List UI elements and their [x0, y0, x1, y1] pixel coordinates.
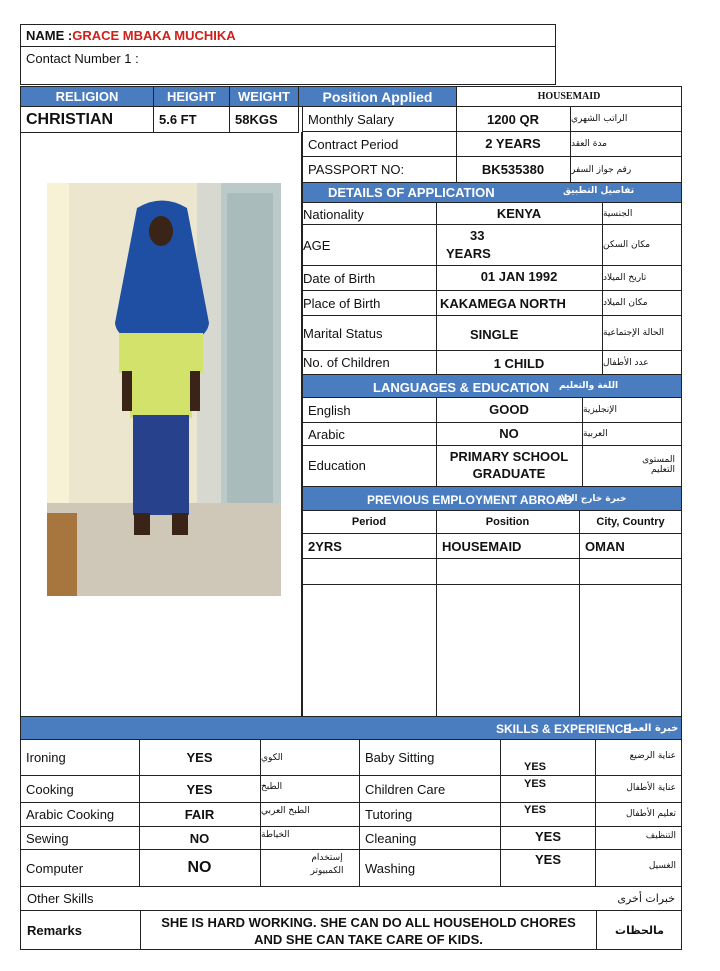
skill-babysitting-ar: عناية الرضيع — [629, 751, 676, 761]
skill-tutoring-ar: تعليم الأطفال — [625, 809, 676, 819]
employment-title: PREVIOUS EMPLOYMENT ABROAD — [367, 493, 573, 507]
english-ar: الإنجليزية — [583, 405, 617, 415]
employment-header — [302, 486, 682, 511]
height-header: HEIGHT — [153, 86, 230, 107]
age-label: AGE — [303, 237, 331, 253]
religion-value: CHRISTIAN — [20, 106, 154, 133]
nationality-ar: الجنسية — [603, 208, 633, 219]
skills-header — [20, 716, 682, 740]
emp-period-header: Period — [351, 516, 387, 528]
contact-label: Contact Number 1 : — [26, 50, 139, 66]
contract-period-label: Contract Period — [308, 136, 399, 152]
details-title-ar: تفاصيل التطبيق — [563, 186, 635, 196]
marital-label: Marital Status — [303, 325, 383, 341]
position-applied-header: Position Applied — [298, 86, 457, 107]
arabic-ar: العربية — [583, 429, 608, 439]
languages-table — [302, 397, 682, 486]
skills-title: SKILLS & EXPERIENCE — [496, 722, 632, 736]
skills-table — [20, 739, 682, 886]
skill-sewing-ar: الخياطة — [261, 830, 290, 840]
skill-babysitting-value: YES — [524, 761, 547, 773]
weight-value: 58KGS — [229, 106, 299, 133]
nationality-label: Nationality — [303, 206, 364, 222]
contract-section — [302, 106, 682, 182]
pob-value: KAKAMEGA NORTH — [440, 295, 566, 311]
application-table — [302, 202, 682, 374]
employment-title-ar: خبرة خارج البلاد — [556, 494, 627, 504]
english-value: GOOD — [489, 401, 529, 417]
details-title: DETAILS OF APPLICATION — [328, 185, 495, 200]
remarks-text — [141, 914, 596, 948]
skill-cleaning-value: YES — [534, 829, 561, 844]
languages-header — [302, 374, 682, 398]
contact-row — [20, 46, 556, 85]
details-header — [302, 182, 682, 203]
skill-tutoring-label: Tutoring — [365, 807, 413, 822]
education-value-line2: GRADUATE — [472, 466, 546, 481]
age-value: 33 — [470, 228, 485, 243]
arabic-label: Arabic — [308, 426, 345, 442]
skill-cooking-value: YES — [186, 781, 213, 797]
dob-ar: تاريخ الميلاد — [603, 273, 647, 283]
skill-cooking-ar: الطبخ — [261, 782, 283, 792]
skills-title-ar: خبرة العمل — [623, 723, 679, 734]
children-value: 1 CHILD — [493, 355, 545, 371]
skill-childcare-value: YES — [524, 778, 547, 790]
employment-table — [302, 510, 682, 716]
skill-computer-ar: إستخدام الكمبيوتر — [310, 853, 344, 876]
skill-sewing-value: NO — [189, 830, 210, 846]
weight-header: WEIGHT — [229, 86, 299, 107]
nationality-value: KENYA — [496, 205, 542, 221]
skill-computer-value: NO — [187, 859, 212, 876]
skill-childcare-label: Children Care — [365, 781, 446, 797]
education-ar: المستوى التعليم — [642, 455, 675, 475]
emp-place-value: OMAN — [585, 538, 625, 554]
contract-period-value: 2 YEARS — [485, 135, 541, 151]
name-label: NAME : — [26, 28, 73, 43]
languages-title-ar: اللغة والتعليم — [559, 381, 619, 391]
emp-position-header: Position — [485, 516, 530, 528]
applicant-photo — [47, 183, 281, 596]
age-unit: YEARS — [446, 246, 491, 261]
education-label: Education — [308, 457, 366, 473]
languages-title: LANGUAGES & EDUCATION — [373, 380, 549, 395]
education-value — [437, 448, 581, 484]
age-ar: مكان السكن — [603, 240, 651, 250]
monthly-salary-value: 1200 QR — [486, 111, 540, 127]
pob-label: Place of Birth — [303, 295, 381, 311]
remarks-label: Remarks — [27, 922, 82, 938]
skill-sewing-label: Sewing — [26, 830, 69, 846]
skill-tutoring-value: YES — [524, 804, 547, 816]
pob-ar: مكان الميلاد — [603, 298, 648, 308]
dob-value: 01 JAN 1992 — [480, 268, 558, 284]
marital-ar: الحالة الإجتماعية — [603, 328, 664, 338]
passport-label: PASSPORT NO: — [308, 162, 405, 177]
monthly-salary-ar: الراتب الشهري — [571, 114, 628, 124]
children-label: No. of Children — [303, 355, 390, 370]
emp-place-header: City, Country — [596, 516, 665, 528]
skill-arabic-cooking-value: FAIR — [184, 807, 215, 822]
skill-cooking-label: Cooking — [26, 781, 74, 797]
passport-value: BK535380 — [481, 162, 545, 177]
marital-value: SINGLE — [470, 326, 519, 342]
remarks-line1: SHE IS HARD WORKING. SHE CAN DO ALL HOUSEHOLD CHORES — [161, 915, 576, 930]
skill-washing-label: Washing — [365, 860, 416, 876]
arabic-value: NO — [499, 425, 519, 441]
passport-ar: رقم جواز السفر — [571, 164, 632, 175]
name-value: GRACE MBAKA MUCHIKA — [72, 28, 236, 43]
skill-ironing-label: Ironing — [26, 750, 66, 765]
skill-washing-value: YES — [534, 851, 561, 867]
applicant-figure — [47, 183, 281, 596]
remarks-ar: مالحظات — [615, 923, 664, 937]
skill-washing-ar: الغسيل — [648, 861, 676, 871]
english-label: English — [308, 402, 351, 418]
emp-period-value: 2YRS — [308, 538, 342, 554]
skill-ironing-value: YES — [186, 750, 213, 765]
skill-computer-label: Computer — [26, 860, 84, 876]
dob-label: Date of Birth — [303, 270, 376, 286]
remarks-row — [20, 910, 682, 950]
position-applied-value: HOUSEMAID — [456, 86, 682, 107]
education-value-line1: PRIMARY SCHOOL — [449, 449, 569, 464]
skill-ironing-ar: الكوي — [261, 752, 283, 763]
remarks-line2: AND SHE CAN TAKE CARE OF KIDS. — [254, 932, 483, 947]
other-skills-ar: خبرات أخرى — [617, 892, 675, 905]
skill-babysitting-label: Baby Sitting — [365, 750, 435, 765]
name-row — [20, 24, 556, 47]
skill-arabic-cooking-label: Arabic Cooking — [26, 807, 115, 822]
skill-cleaning-ar: التنظيف — [645, 831, 676, 841]
skill-cleaning-label: Cleaning — [365, 830, 417, 846]
contract-period-ar: مدة العقد — [571, 139, 607, 149]
monthly-salary-label: Monthly Salary — [308, 111, 394, 127]
children-ar: عدد الأطفال — [603, 357, 649, 368]
emp-position-value: HOUSEMAID — [442, 538, 522, 554]
skill-childcare-ar: عناية الأطفال — [626, 783, 676, 793]
skill-arabic-cooking-ar: الطبخ العربي — [261, 806, 310, 816]
other-skills-row — [20, 886, 682, 911]
height-value: 5.6 FT — [153, 106, 230, 133]
religion-header: RELIGION — [20, 86, 154, 107]
other-skills-label: Other Skills — [27, 891, 94, 906]
